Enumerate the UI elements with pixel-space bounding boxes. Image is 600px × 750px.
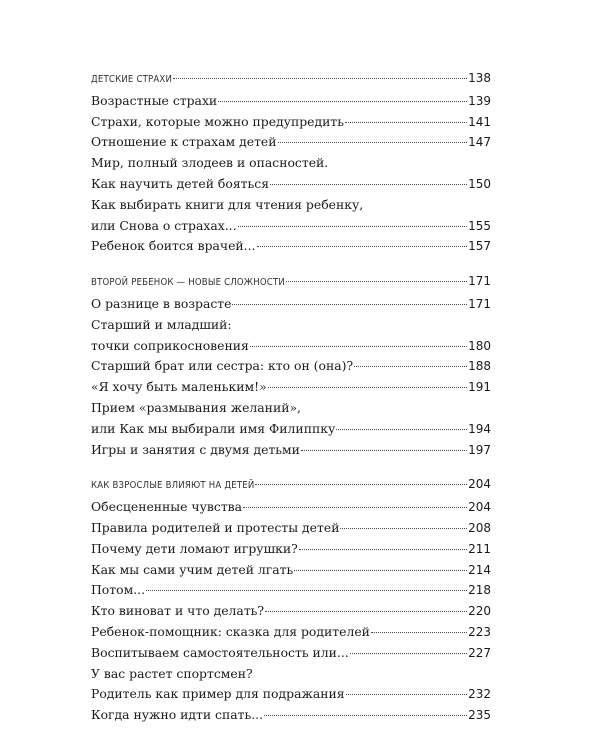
dot-leader [299,549,467,550]
dot-leader [345,122,467,123]
dot-leader [340,528,467,529]
toc-heading[interactable] [91,68,491,89]
toc-page-number: 191 [468,380,491,395]
dot-leader [146,590,467,591]
toc-entry-title: Страхи, которые можно предупредить [91,113,344,129]
toc-entry-title: Кто виноват и что делать? [91,603,265,619]
dot-leader [336,429,467,430]
toc-entry-title: Родитель как пример для подражания [91,686,345,702]
dot-leader [346,694,468,695]
toc-heading-title: КАК ВЗРОСЛЫЕ ВЛИЯЮТ НА ДЕТЕЙ [91,480,255,492]
toc-page-number: 138 [468,71,491,85]
toc-entry-title: Когда нужно идти спать... [91,707,264,723]
toc-entry-title: Почему дети ломают игрушки? [91,540,298,556]
toc-section-childhood-fears [91,68,491,257]
toc-heading-title: ВТОРОЙ РЕБЕНОК — НОВЫЕ СЛОЖНОСТИ [91,277,285,289]
toc-entry-title: или Снова о страхах... [91,217,237,233]
toc-page-number: 214 [468,562,491,577]
toc-entry[interactable] [91,216,491,237]
toc-entry-title: О разнице в возрасте [91,295,232,311]
toc-heading[interactable] [91,271,491,292]
dot-leader [350,653,467,654]
toc-page-number: 194 [468,421,491,436]
toc-entry-title: Отношение к страхам детей [91,134,277,150]
toc-page-number: 157 [468,239,491,254]
toc-page-number: 218 [468,583,491,598]
toc-entry[interactable] [91,580,491,601]
toc-entry[interactable] [91,622,491,643]
toc-entry[interactable] [91,356,491,377]
toc-entry[interactable] [91,601,491,622]
toc-section-second-child [91,271,491,460]
toc-entry[interactable] [91,419,491,440]
toc-page-number: 180 [468,338,491,353]
toc-entry-title: Как научить детей бояться [91,175,270,191]
toc-entry[interactable] [91,174,491,195]
toc-entry[interactable] [91,91,491,112]
dot-leader [354,366,467,367]
toc-entry[interactable] [91,705,491,726]
dot-leader [218,101,467,102]
toc-entry[interactable] [91,132,491,153]
toc-page-number: 139 [468,93,491,108]
toc-entry[interactable] [91,336,491,357]
toc-page-number: 204 [468,500,491,515]
toc-page-number: 227 [468,645,491,660]
dot-leader [173,78,467,79]
dot-leader [371,632,467,633]
toc-entry-title: Обесцененные чувства [91,499,243,515]
dot-leader [265,611,467,612]
toc-entry-title: Как выбирать книги для чтения ребенку, [91,196,364,212]
toc-heading[interactable] [91,474,491,495]
toc-page-number: 220 [468,604,491,619]
toc-entry[interactable] [91,440,491,461]
dot-leader [238,226,468,227]
toc-page-number: 204 [468,477,491,492]
toc-entry-title: «Я хочу быть маленьким!» [91,379,267,395]
dot-leader [264,715,467,716]
toc-entry[interactable] [91,518,491,539]
toc-heading-title: ДЕТСКИЕ СТРАХИ [91,74,173,85]
toc-entry-title: Мир, полный злодеев и опасностей. [91,155,329,171]
toc-entry[interactable] [91,112,491,133]
toc-entry[interactable] [91,497,491,518]
table-of-contents [91,68,491,740]
toc-entry-title: Прием «размывания желаний», [91,399,301,415]
toc-entry-title: Как мы сами учим детей лгать [91,561,294,577]
toc-entry[interactable] [91,560,491,581]
toc-entry[interactable] [91,643,491,664]
toc-page-number: 232 [468,687,491,702]
dot-leader [294,570,467,571]
dot-leader [278,142,468,143]
toc-entry-title: Ребенок-помощник: сказка для родителей [91,623,370,639]
toc-page-number: 171 [468,274,491,289]
toc-entry-title: Старший и младший: [91,316,232,332]
toc-entry-title: или Как мы выбирали имя Филиппку [91,420,336,436]
toc-page-number: 150 [468,176,491,191]
dot-leader [243,507,467,508]
toc-page-number: 235 [468,708,491,723]
toc-entry-title: Потом... [91,582,146,598]
dot-leader [257,246,468,247]
toc-entry-title: Старший брат или сестра: кто он (она)? [91,358,354,374]
toc-page-number: 171 [468,296,491,311]
toc-entry[interactable] [91,684,491,705]
toc-entry-title: Возрастные страхи [91,92,218,108]
dot-leader [270,184,467,185]
toc-page-number: 188 [468,359,491,374]
toc-page-number: 141 [468,114,491,129]
dot-leader [301,450,467,451]
toc-page-number: 208 [468,520,491,535]
toc-entry-continued[interactable] [91,153,491,174]
toc-entry-title: Воспитываем самостоятельность или... [91,644,349,660]
toc-page-number: 211 [468,541,491,556]
toc-entry[interactable] [91,236,491,257]
toc-entry-continued[interactable] [91,315,491,336]
dot-leader [232,304,467,305]
toc-page-number: 197 [468,442,491,457]
dot-leader [286,281,467,282]
toc-entry-title: Игры и занятия с двумя детьми [91,441,300,457]
toc-entry-continued[interactable] [91,398,491,419]
toc-section-adult-influence [91,474,491,726]
toc-entry-continued[interactable] [91,195,491,216]
toc-page-number: 155 [468,218,491,233]
toc-entry-title: точки соприкосновения [91,337,249,353]
toc-entry-title: Правила родителей и протесты детей [91,519,340,535]
toc-entry-continued[interactable] [91,664,491,685]
toc-entry[interactable] [91,294,491,315]
toc-page-number: 147 [468,135,491,150]
dot-leader [255,484,467,485]
toc-entry-title: У вас растет спортсмен? [91,665,253,681]
toc-page-number: 223 [468,624,491,639]
toc-entry-title: Ребенок боится врачей... [91,238,256,254]
dot-leader [250,346,467,347]
toc-entry[interactable] [91,377,491,398]
dot-leader [268,387,467,388]
toc-entry[interactable] [91,539,491,560]
